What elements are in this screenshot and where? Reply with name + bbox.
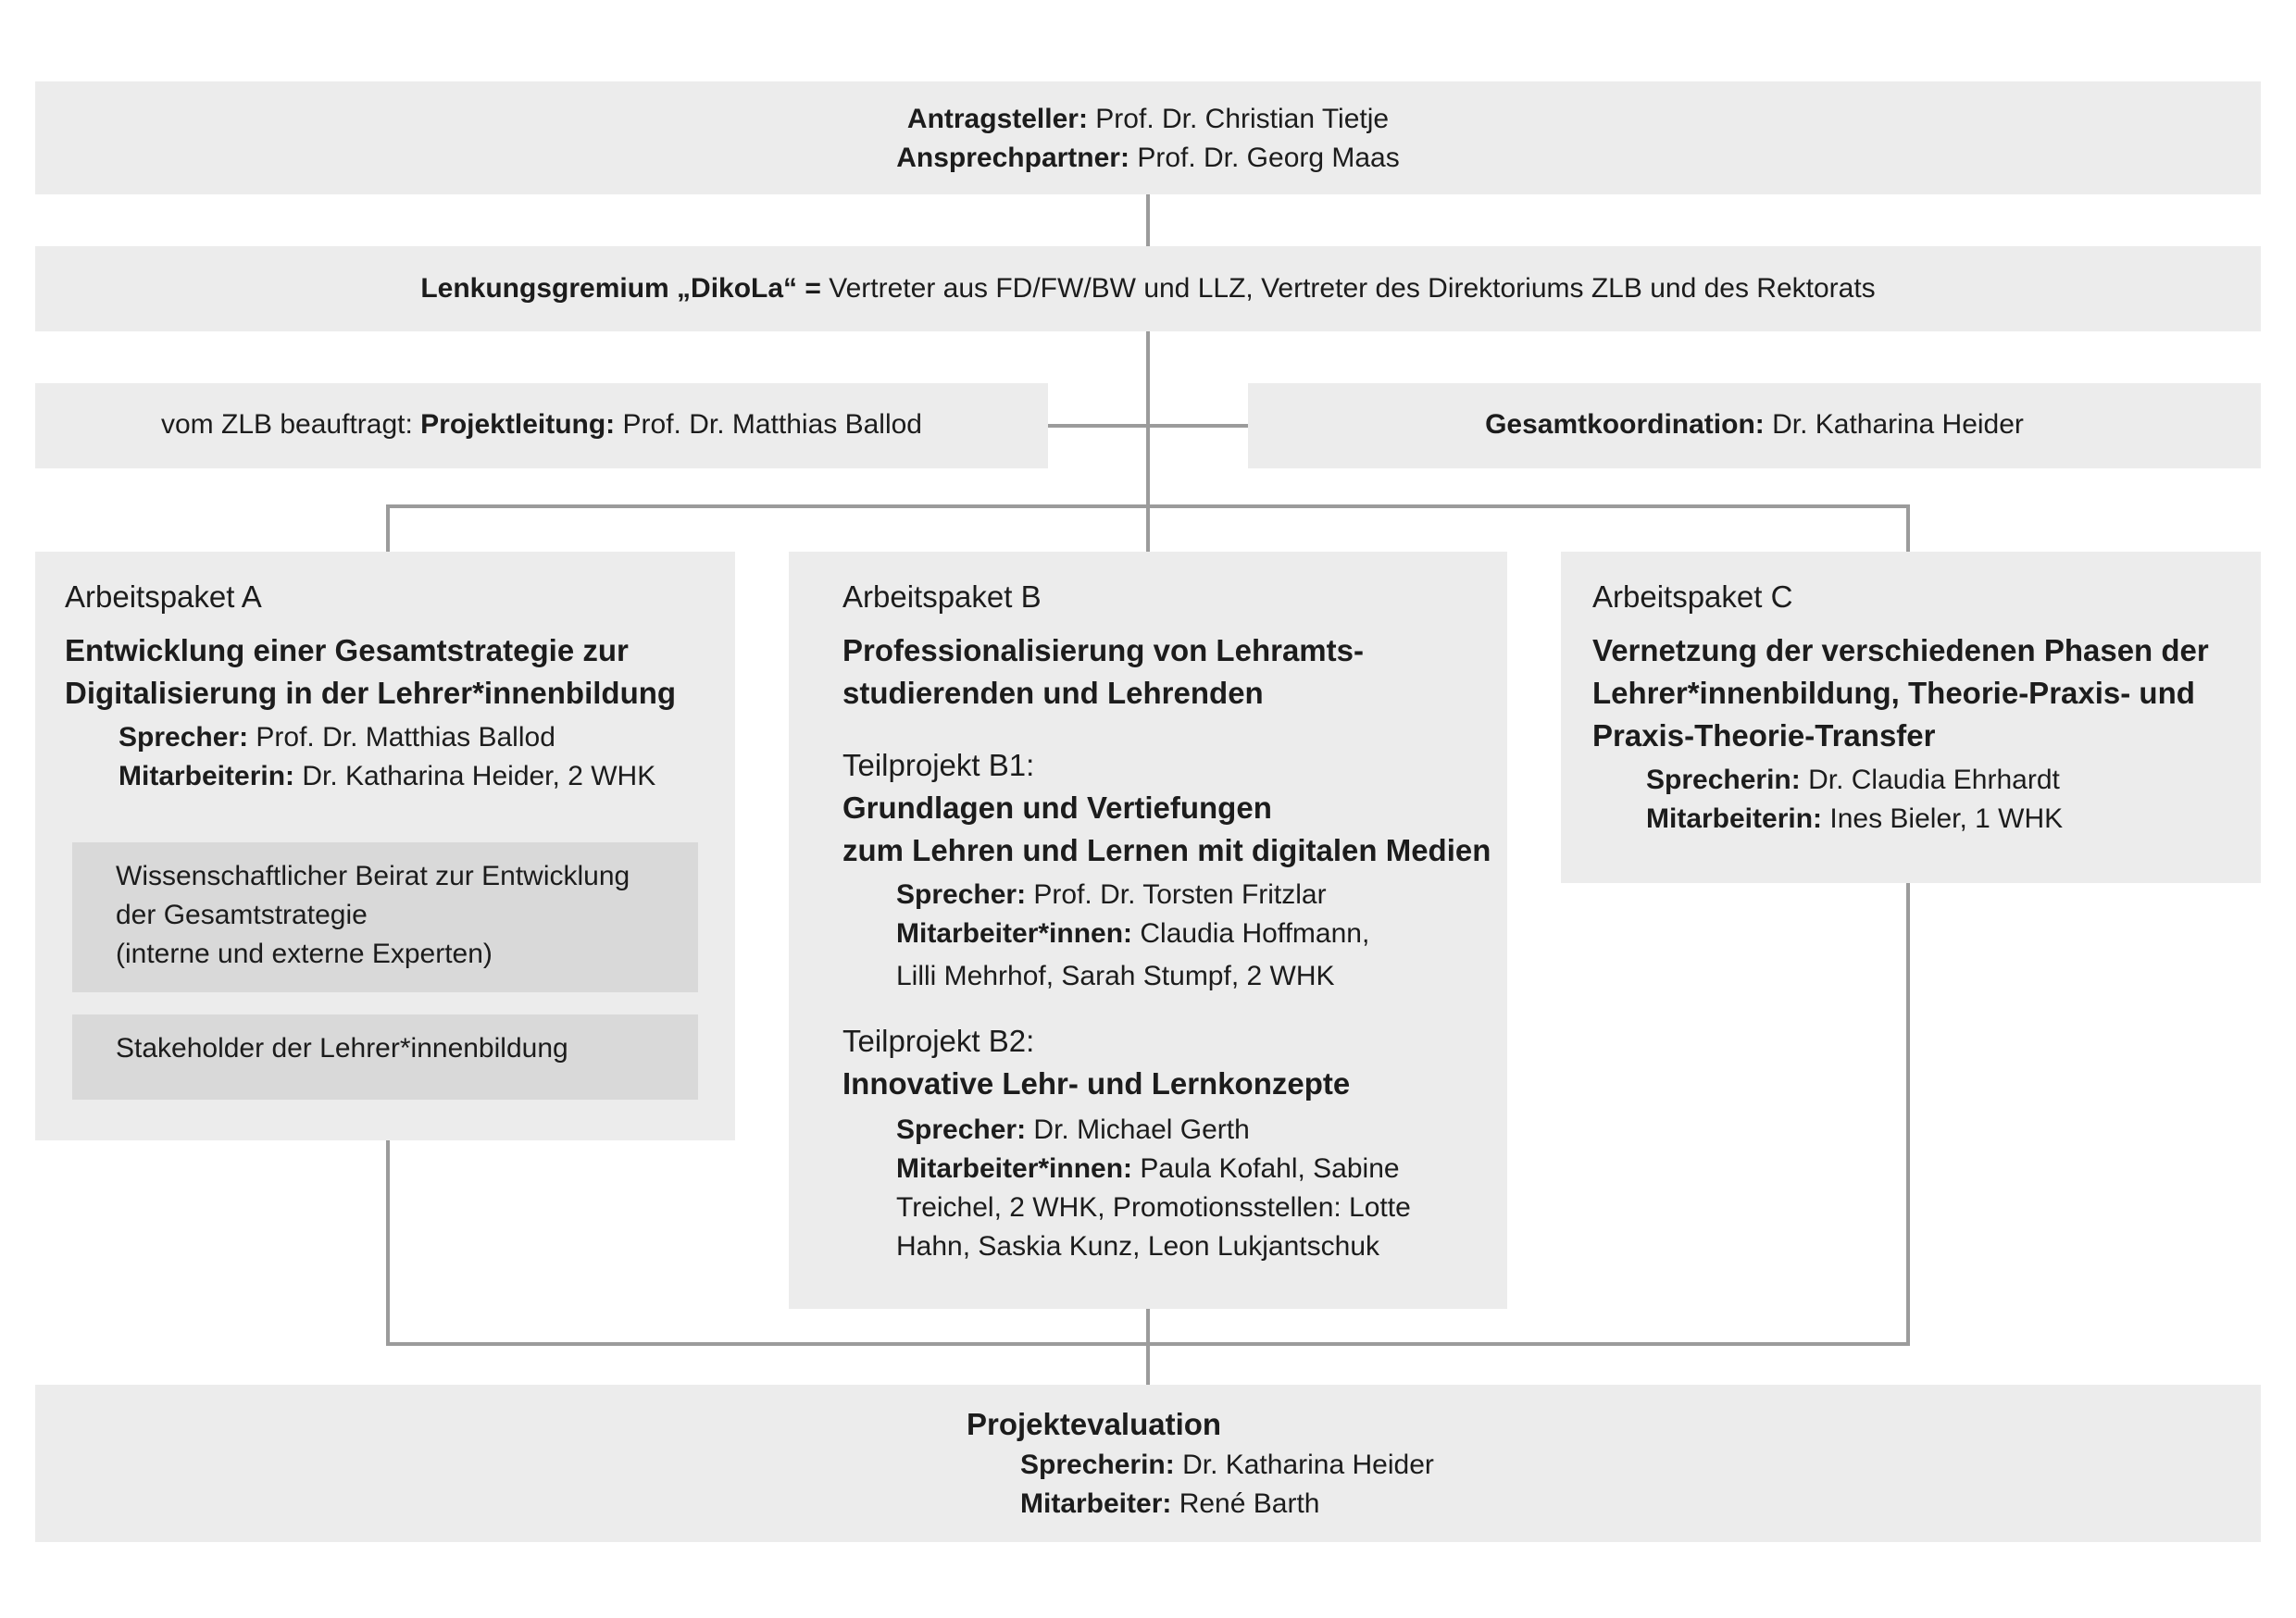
work-package-c xyxy=(1561,552,2261,883)
wp-c-people xyxy=(1592,761,2261,839)
wp-b-title-1: Professionalisierung von Lehramts- xyxy=(842,633,1364,667)
work-package-b xyxy=(789,552,1507,1309)
b1-staff xyxy=(896,915,1507,953)
evaluation-speaker xyxy=(1020,1446,1434,1485)
b1-people xyxy=(842,876,1507,996)
advisory-board-line-2: der Gesamtstrategie xyxy=(116,900,368,930)
wp-c-title-3: Praxis-Theorie-Transfer xyxy=(1592,718,1936,753)
wp-c-staff-label: Mitarbeiterin: xyxy=(1646,803,1823,834)
contact-label: Ansprechpartner: xyxy=(896,143,1129,173)
evaluation-title: Projektevaluation xyxy=(967,1407,1222,1441)
connector-top-horizontal xyxy=(386,504,1910,508)
project-lead-label: Projektleitung: xyxy=(420,409,616,440)
project-lead-prefix: vom ZLB beauftragt: xyxy=(161,409,413,440)
advisory-board-box xyxy=(72,842,698,992)
connector-header-steering xyxy=(1146,194,1150,246)
coordination-value: Dr. Katharina Heider xyxy=(1772,409,2024,440)
connector-leitung-koordination xyxy=(1048,424,1248,428)
project-lead-value: Prof. Dr. Matthias Ballod xyxy=(622,409,922,440)
wp-a-speaker-value: Prof. Dr. Matthias Ballod xyxy=(256,722,555,753)
advisory-board-line-1: Wissenschaftlicher Beirat zur Entwicklung xyxy=(116,861,630,891)
contact-value: Prof. Dr. Georg Maas xyxy=(1137,143,1400,173)
wp-a-speaker xyxy=(119,718,735,757)
connector-c-down xyxy=(1906,883,1910,1346)
wp-a-staff-label: Mitarbeiterin: xyxy=(119,761,295,791)
steering-committee-box xyxy=(35,246,2261,331)
steering-value: Vertreter aus FD/FW/BW und LLZ, Vertreter des Direktoriums ZLB und des Rektorats xyxy=(829,273,1876,304)
b1-speaker-label: Sprecher: xyxy=(896,879,1027,910)
b1-staff-value-2: Lilli Mehrhof, Sarah Stumpf, 2 WHK xyxy=(896,961,1335,991)
wp-a-label: Arbeitspaket A xyxy=(65,579,262,614)
b1-speaker-value: Prof. Dr. Torsten Fritzlar xyxy=(1033,879,1327,910)
b2-label: Teilprojekt B2: xyxy=(842,1024,1035,1058)
steering-label: Lenkungsgremium „DikoLa“ = xyxy=(420,273,821,304)
wp-b-title-2: studierenden und Lehrenden xyxy=(842,676,1264,710)
b1-title-2: zum Lehren und Lernen mit digitalen Medien xyxy=(842,833,1491,867)
coordination-line xyxy=(1248,405,2261,444)
wp-a-title-2: Digitalisierung in der Lehrer*innenbildung xyxy=(65,676,677,710)
project-lead-box xyxy=(35,383,1048,468)
wp-a-people xyxy=(65,718,735,796)
wp-c-label: Arbeitspaket C xyxy=(1592,579,1793,614)
b2-speaker-value: Dr. Michael Gerth xyxy=(1033,1114,1250,1145)
stakeholder-text: Stakeholder der Lehrer*innenbildung xyxy=(116,1033,568,1064)
b2-staff xyxy=(896,1150,1507,1189)
wp-c-title-1: Vernetzung der verschiedenen Phasen der xyxy=(1592,633,2209,667)
coordination-label: Gesamtkoordination: xyxy=(1485,409,1765,440)
b1-title-1: Grundlagen und Vertiefungen xyxy=(842,790,1272,825)
b1-staff-value-1: Claudia Hoffmann, xyxy=(1140,918,1370,949)
evaluation-staff-value: René Barth xyxy=(1179,1488,1320,1519)
connector-drop-a xyxy=(386,504,390,552)
wp-c-speaker-label: Sprecherin: xyxy=(1646,765,1801,795)
evaluation-box xyxy=(35,1385,2261,1542)
wp-c-speaker xyxy=(1646,761,2261,800)
wp-a-staff-value: Dr. Katharina Heider, 2 WHK xyxy=(302,761,656,791)
evaluation-staff-label: Mitarbeiter: xyxy=(1020,1488,1172,1519)
contact-line xyxy=(35,139,2261,178)
applicant-label: Antragsteller: xyxy=(906,104,1088,134)
applicant-line xyxy=(35,100,2261,139)
b2-speaker-label: Sprecher: xyxy=(896,1114,1027,1145)
wp-b-label: Arbeitspaket B xyxy=(842,579,1042,614)
evaluation-people xyxy=(967,1446,1434,1524)
b2-people xyxy=(842,1111,1507,1266)
project-lead-line xyxy=(35,405,1048,444)
wp-c-staff xyxy=(1646,800,2261,839)
coordination-box xyxy=(1248,383,2261,468)
b2-staff-value-1: Paula Kofahl, Sabine xyxy=(1140,1153,1400,1184)
wp-a-title-1: Entwicklung einer Gesamtstrategie zur xyxy=(65,633,629,667)
b1-staff-label: Mitarbeiter*innen: xyxy=(896,918,1133,949)
wp-a-staff xyxy=(119,757,735,796)
connector-a-down xyxy=(386,1140,390,1346)
b2-staff-label: Mitarbeiter*innen: xyxy=(896,1153,1133,1184)
b2-staff-value-3: Hahn, Saskia Kunz, Leon Lukjantschuk xyxy=(896,1231,1379,1262)
wp-c-speaker-value: Dr. Claudia Ehrhardt xyxy=(1808,765,2060,795)
stakeholder-box xyxy=(72,1014,698,1100)
applicant-box xyxy=(35,81,2261,194)
wp-a-speaker-label: Sprecher: xyxy=(119,722,249,753)
evaluation-speaker-value: Dr. Katharina Heider xyxy=(1182,1450,1434,1480)
connector-b-down xyxy=(1146,1309,1150,1385)
b2-staff-value-2: Treichel, 2 WHK, Promotionsstellen: Lotte xyxy=(896,1192,1411,1223)
wp-c-title-2: Lehrer*innenbildung, Theorie-Praxis- und xyxy=(1592,676,2195,710)
b2-speaker xyxy=(896,1111,1507,1150)
advisory-board-line-3: (interne und externe Experten) xyxy=(116,939,493,969)
evaluation-staff xyxy=(1020,1485,1434,1524)
b2-title: Innovative Lehr- und Lernkonzepte xyxy=(842,1066,1351,1101)
wp-c-staff-value: Ines Bieler, 1 WHK xyxy=(1829,803,2064,834)
connector-drop-c xyxy=(1906,504,1910,552)
evaluation-speaker-label: Sprecherin: xyxy=(1020,1450,1175,1480)
b1-speaker xyxy=(896,876,1507,915)
evaluation-content xyxy=(967,1403,1434,1524)
b1-label: Teilprojekt B1: xyxy=(842,748,1035,782)
applicant-value: Prof. Dr. Christian Tietje xyxy=(1095,104,1390,134)
connector-steering-trunk xyxy=(1146,331,1150,552)
steering-line xyxy=(35,269,2261,308)
